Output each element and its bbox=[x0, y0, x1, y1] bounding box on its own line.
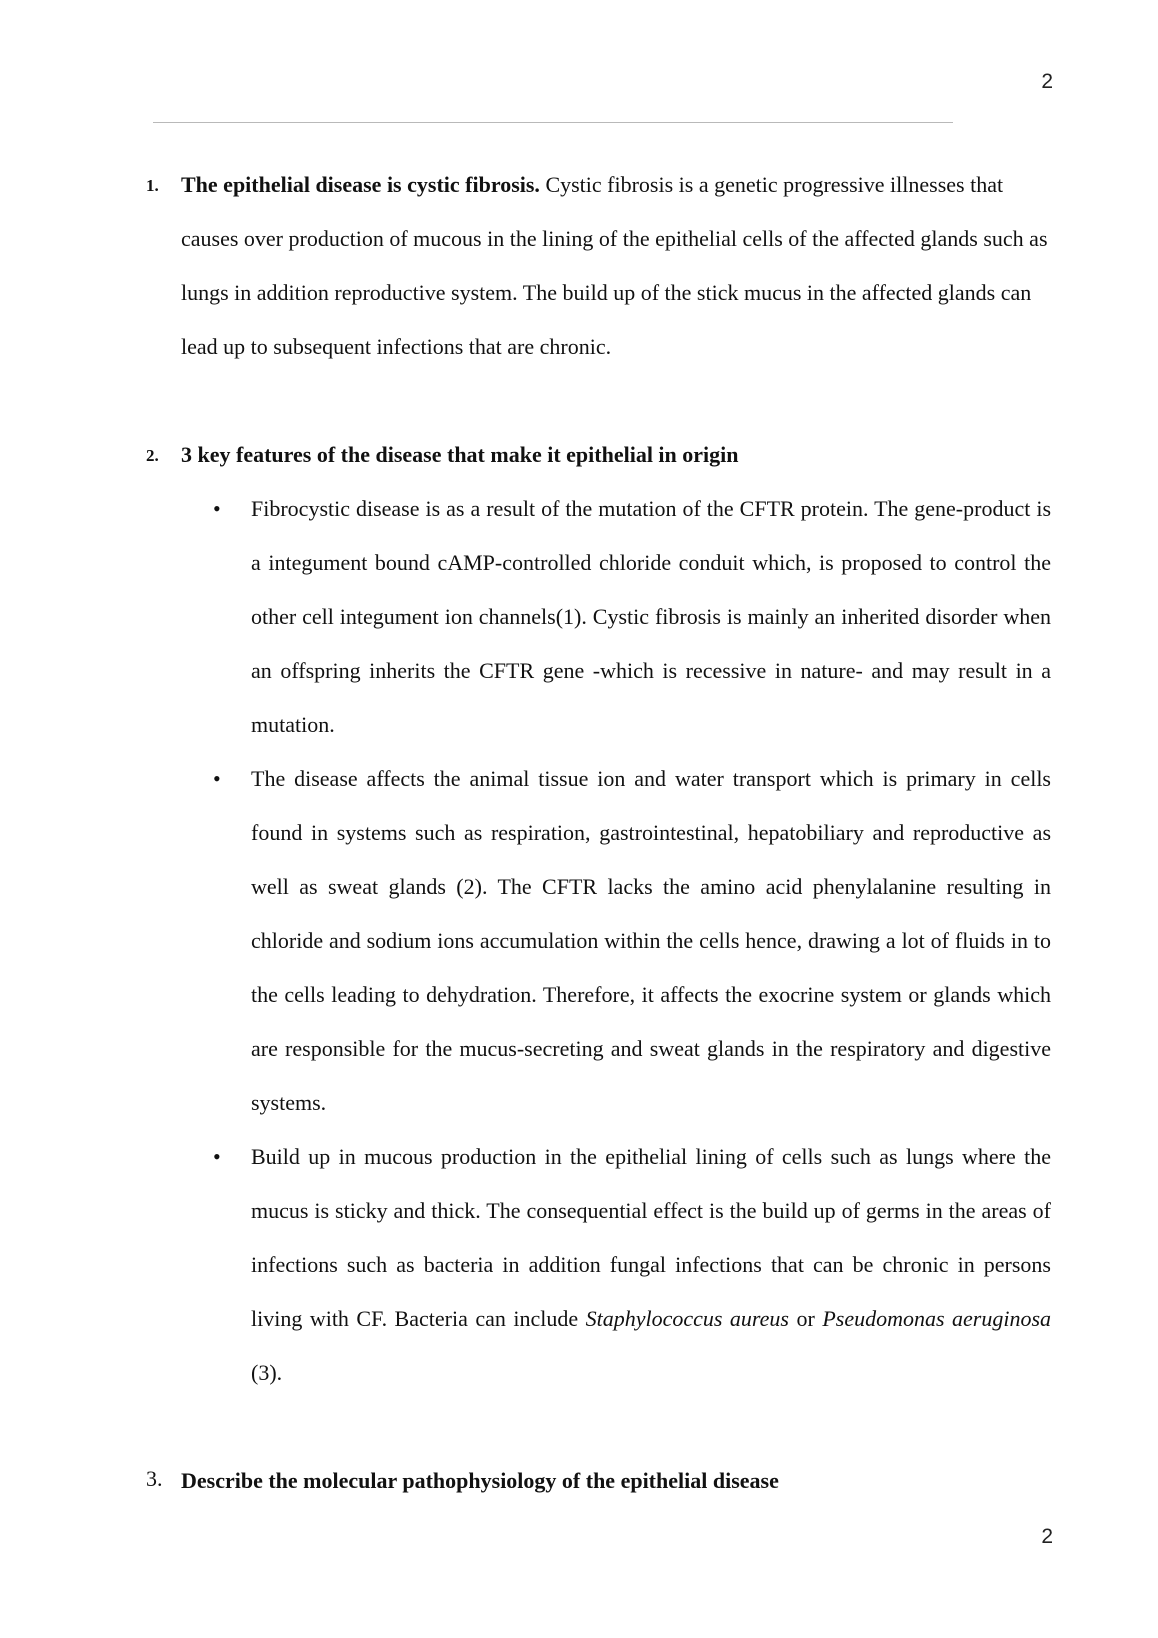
section-1-number: 1. bbox=[146, 176, 159, 195]
bullet-1-marker: • bbox=[213, 496, 221, 521]
bullet-3-italic-staph: Staphylococcus aureus bbox=[585, 1306, 789, 1331]
page-number-bottom: 2 bbox=[1041, 1525, 1053, 1548]
bullet-3-marker: • bbox=[213, 1144, 221, 1169]
header-divider bbox=[153, 122, 953, 123]
section-2-number: 2. bbox=[146, 446, 159, 465]
section-3-heading: Describe the molecular pathophysiology of the epithelial disease bbox=[181, 1468, 779, 1493]
bullet-3-italic-pseudo: Pseudomonas aeruginosa bbox=[822, 1306, 1052, 1331]
page-number-top: 2 bbox=[1041, 70, 1053, 93]
section-3-heading-line bbox=[181, 1454, 1051, 1508]
section-1-text: Cystic fibrosis is a genetic progressive illnesses that causes over production of mucous in the lining of the epithelial cells of the affected glands such as lungs in addition reproductive system. The build up of the stick mucus in the affected glands can lead up to subsequent infections that are chronic. bbox=[181, 172, 1048, 359]
bullet-1-text: Fibrocystic disease is as a result of the mutation of the CFTR protein. The gene-product is a integument bound cAMP-controlled chloride conduit which, is proposed to control the other cell integument ion channels(1). Cystic fibrosis is mainly an inherited disorder when an offspring inherits the CFTR gene -which is recessive in nature- and may result in a mutation. bbox=[251, 496, 1051, 737]
section-1-heading: The epithelial disease is cystic fibrosis. bbox=[181, 172, 540, 197]
section-2-heading-line bbox=[181, 428, 1051, 482]
bullet-3-text-before: Build up in mucous production in the epithelial lining of cells such as lungs where the mucus is sticky and thick. The consequential effect is the build up of germs in the areas of infections such as bacteria in addition fungal infections that can be chronic in persons living with CF. Bacteria can include bbox=[251, 1144, 1051, 1331]
bullet-2-text: The disease affects the animal tissue ion and water transport which is primary in cells found in systems such as respiration, gastrointestinal, hepatobiliary and reproductive as well as sweat glands (2). The CFTR lacks the amino acid phenylalanine resulting in chloride and sodium ions accumulation within the cells hence, drawing a lot of fluids in to the cells leading to dehydration. Therefore, it affects the exocrine system or glands which are responsible for the mucus-secreting and sweat glands in the respiratory and digestive systems. bbox=[251, 766, 1051, 1115]
bullet-2-marker: • bbox=[213, 766, 221, 791]
section-1-paragraph bbox=[181, 158, 1051, 374]
bullet-3-text-after: (3). bbox=[251, 1360, 283, 1385]
section-3-number: 3. bbox=[146, 1466, 163, 1491]
bullet-3-text-mid: or bbox=[789, 1306, 823, 1331]
section-2-heading: 3 key features of the disease that make it epithelial in origin bbox=[181, 442, 739, 467]
bullet-3-text bbox=[251, 1130, 1051, 1400]
